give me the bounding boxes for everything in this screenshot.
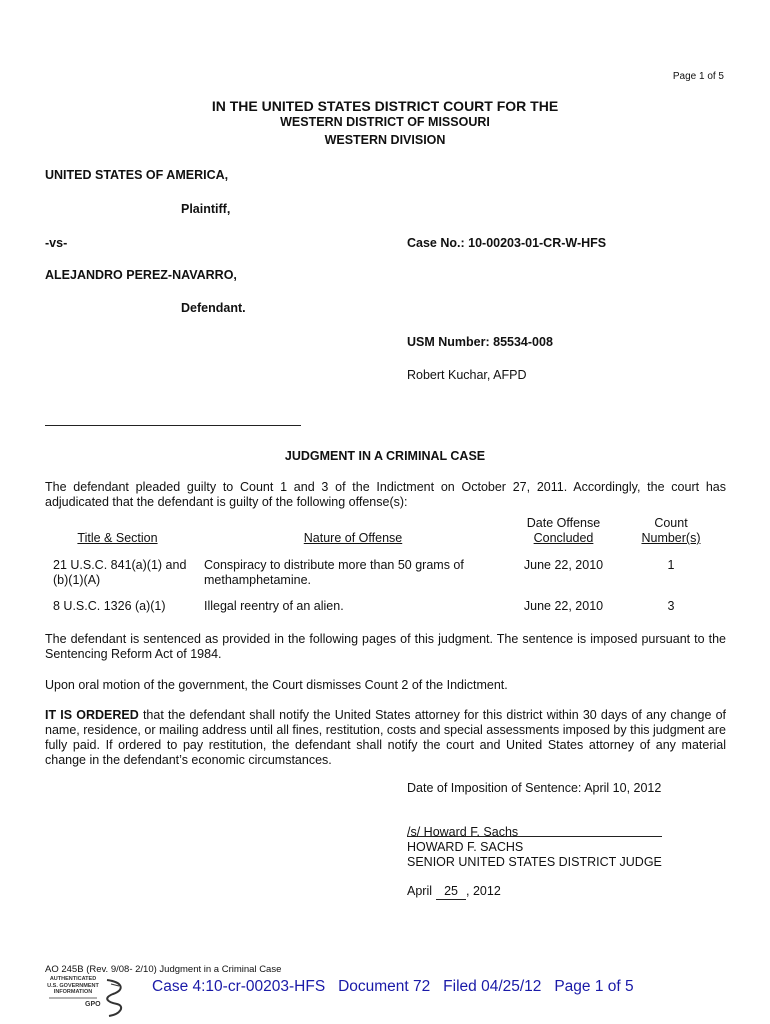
signed-date: April 25 , 2012 [407,884,501,898]
caption-divider [45,425,301,426]
signature: /s/ Howard F. Sachs [407,825,519,839]
order-text: that the defendant shall notify the United States attorney for this district within 30 days of any change of name, residence, or mailing address until all fines, restitution, costs and special assessments imposed by this judgment are fully paid. If ordered to pay restitution, the defendant shall notify the court and United States attorney of any material change in the defendant’s economic circumstances. [45,708,727,767]
signed-day: 25 [436,884,466,900]
intro-paragraph: The defendant pleaded guilty to Count 1 and 3 of the Indictment on October 27, 2011. Accordingly, the court has adjudicated that the defendant is guilty of the following offense(s): [45,480,726,509]
plaintiff-name: UNITED STATES OF AMERICA, [45,168,229,182]
page-number: Page 1 of 5 [672,71,724,82]
sentence-paragraph: The defendant is sentenced as provided in the following pages of this judgment. The sentence is imposed pursuant to the Sentencing Reform Act of 1984. [45,632,726,661]
gpo-authentication-logo: AUTHENTICATED U.S. GOVERNMENT INFORMATION GPO [45,976,135,1018]
order-paragraph [45,708,726,768]
eagle-icon [45,976,135,1018]
defense-counsel: Robert Kuchar, AFPD [407,368,527,382]
court-title: IN THE UNITED STATES DISTRICT COURT FOR THE [211,98,559,114]
row-title-section: 21 U.S.C. 841(a)(1) and (b)(1)(A) [53,558,187,587]
judge-name: HOWARD F. SACHS [407,840,524,854]
judgment-title: JUDGMENT IN A CRIMINAL CASE [284,449,486,463]
district-name: WESTERN DISTRICT OF MISSOURI [280,115,490,129]
division-name: WESTERN DIVISION [324,133,446,147]
header-title-section: Title & Section [77,531,158,545]
form-label: AO 245B (Rev. 9/08- 2/10) Judgment in a Criminal Case [45,964,282,975]
usm-number: USM Number: 85534-008 [407,335,553,349]
row-nature: Conspiracy to distribute more than 50 grams of methamphetamine. [204,558,464,587]
header-date: Date Offense Concluded [526,516,601,545]
row-title-section: 8 U.S.C. 1326 (a)(1) [53,599,166,613]
order-lead: IT IS ORDERED [45,708,139,722]
row-date: June 22, 2010 [523,558,604,572]
row-date: June 22, 2010 [523,599,604,613]
judge-title: SENIOR UNITED STATES DISTRICT JUDGE [407,855,662,869]
row-count: 3 [667,599,675,613]
header-count: Count Number(s) [641,516,701,545]
row-count: 1 [667,558,675,572]
plaintiff-role: Plaintiff, [181,202,231,216]
header-nature: Nature of Offense [303,531,403,545]
versus-label: -vs- [45,236,68,250]
signature-line [407,836,662,837]
case-number: Case No.: 10-00203-01-CR-W-HFS [407,236,607,250]
imposition-date: Date of Imposition of Sentence: April 10, 2012 [407,781,662,795]
defendant-name: ALEJANDRO PEREZ-NAVARRO, [45,268,237,282]
filing-stamp: Case 4:10-cr-00203-HFS Document 72 Filed 04/25/12 Page 1 of 5 [152,978,634,995]
row-nature: Illegal reentry of an alien. [204,599,344,613]
defendant-role: Defendant. [181,301,246,315]
dismissal-paragraph: Upon oral motion of the government, the Court dismisses Count 2 of the Indictment. [45,678,508,692]
